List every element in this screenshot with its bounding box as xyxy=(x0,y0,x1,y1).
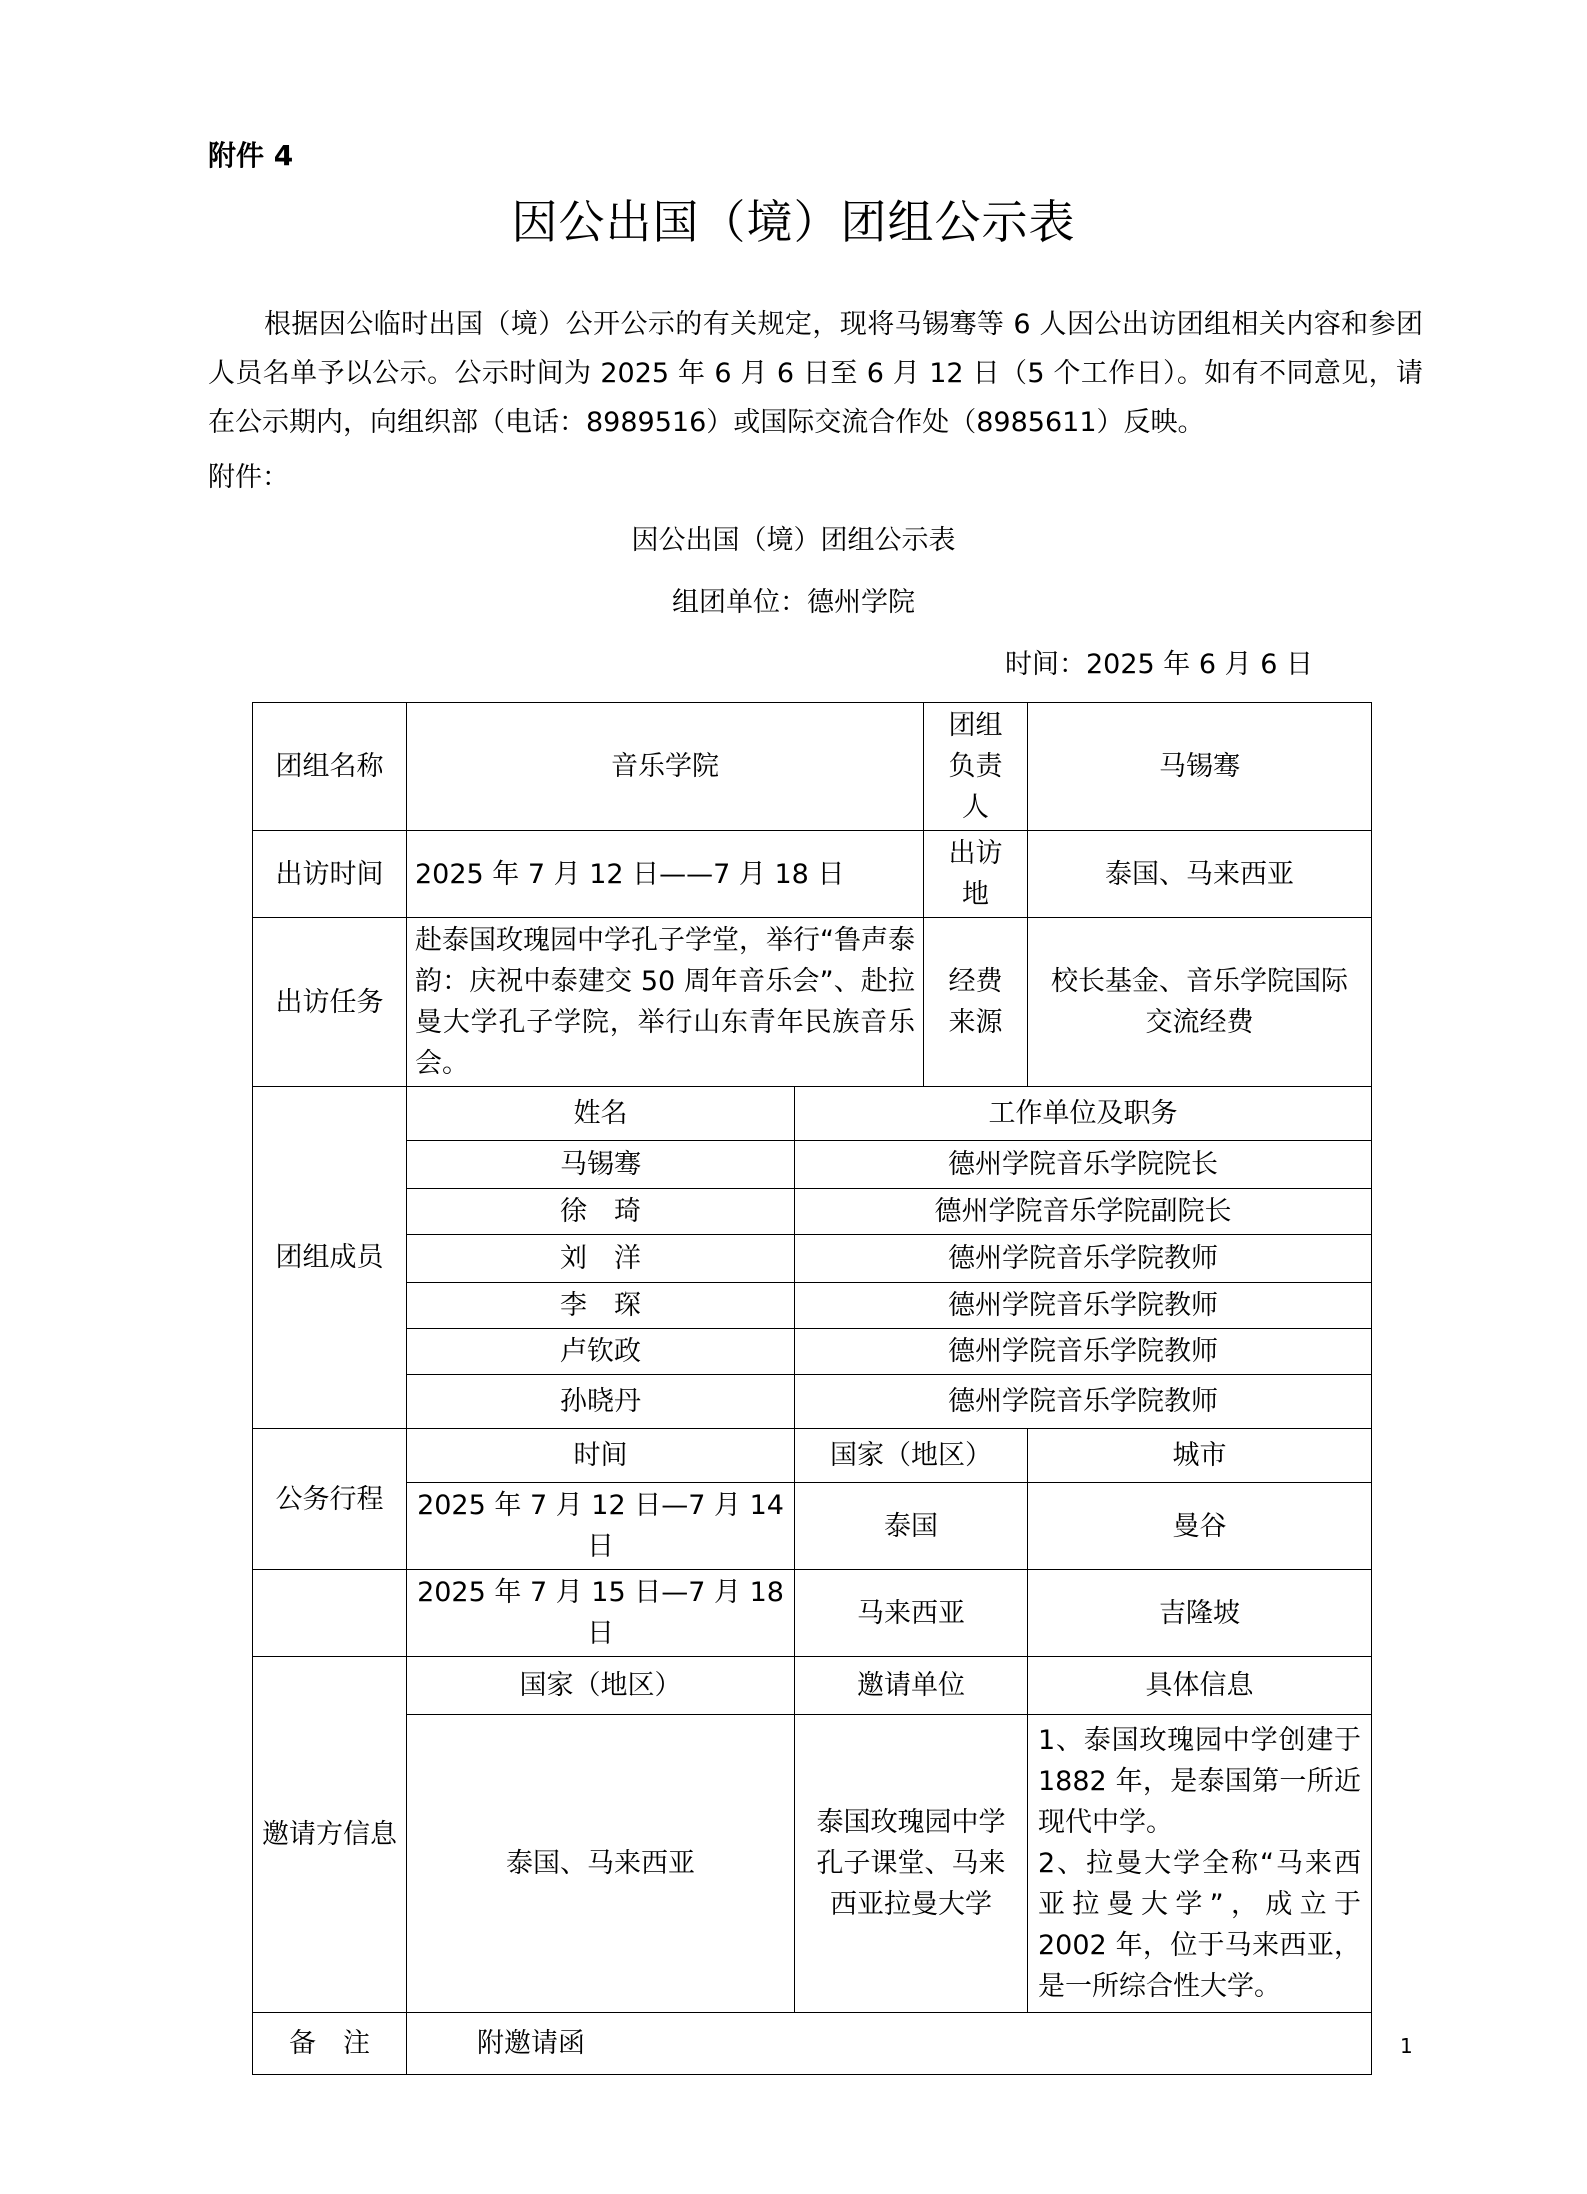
member-row xyxy=(253,1189,1372,1235)
member-name: 刘 洋 xyxy=(407,1235,795,1283)
members-header-position: 工作单位及职务 xyxy=(795,1087,1372,1141)
remark-label: 备 注 xyxy=(253,2013,407,2075)
itinerary-country: 马来西亚 xyxy=(795,1570,1028,1657)
member-name: 徐 琦 xyxy=(407,1189,795,1235)
funding-value: 校长基金、音乐学院国际交流经费 xyxy=(1028,918,1372,1087)
inviter-row xyxy=(253,1715,1372,2013)
table-sub-title: 因公出国（境）团组公示表 xyxy=(631,525,956,556)
member-row xyxy=(253,1141,1372,1189)
itinerary-header-row xyxy=(253,1429,1372,1483)
remark-value: 附邀请函 xyxy=(407,2013,1372,2075)
member-position: 德州学院音乐学院院长 xyxy=(795,1141,1372,1189)
organizing-unit: 组团单位：德州学院 xyxy=(672,587,915,618)
intro-paragraph: 根据因公临时出国（境）公开公示的有关规定，现将马锡骞等 6 人因公出访团组相关内容和参团人员名单予以公示。公示时间为 2025 年 6 月 6 日至 6 月 12 日（5 个工作日）。如有不同意见，请在公示期内，向组织部（电话：8989516）或国际交流合作处（8985611）反映。 xyxy=(208,309,1423,438)
attachment-label: 附件 4 xyxy=(208,139,294,172)
remark-row xyxy=(253,2013,1372,2075)
member-position: 德州学院音乐学院副院长 xyxy=(795,1189,1372,1235)
inviter-detail-1: 1、泰国玫瑰园中学创建于 1882 年，是泰国第一所近现代中学。 xyxy=(1038,1725,1361,1838)
member-position: 德州学院音乐学院教师 xyxy=(795,1283,1372,1329)
member-row xyxy=(253,1235,1372,1283)
members-header-row xyxy=(253,1087,1372,1141)
inviter-label: 邀请方信息 xyxy=(253,1657,407,2013)
itinerary-time: 2025 年 7 月 15 日—7 月 18 日 xyxy=(407,1570,795,1657)
inviter-detail-2: 2、拉曼大学全称“马来西亚拉曼大学”，成立于 2002 年，位于马来西亚，是一所综合性大学。 xyxy=(1038,1848,1361,2002)
attachment-line: 附件： xyxy=(208,462,289,493)
member-position: 德州学院音乐学院教师 xyxy=(795,1235,1372,1283)
destination-label: 出访地 xyxy=(924,831,1028,918)
itinerary-row xyxy=(253,1483,1372,1570)
visit-time-row xyxy=(253,831,1372,918)
itinerary-label: 公务行程 xyxy=(253,1429,407,1570)
inviter-header-country: 国家（地区） xyxy=(407,1657,795,1715)
funding-label: 经费来源 xyxy=(924,918,1028,1087)
task-value: 赴泰国玫瑰园中学孔子学堂，举行“鲁声泰韵：庆祝中泰建交 50 周年音乐会”、赴拉曼大学孔子学院，举行山东青年民族音乐会。 xyxy=(407,918,924,1087)
inviter-country: 泰国、马来西亚 xyxy=(407,1715,795,2013)
itinerary-time: 2025 年 7 月 12 日—7 月 14 日 xyxy=(407,1483,795,1570)
itinerary-city: 吉隆坡 xyxy=(1028,1570,1372,1657)
itinerary-row xyxy=(253,1570,1372,1657)
itinerary-country: 泰国 xyxy=(795,1483,1028,1570)
member-row xyxy=(253,1283,1372,1329)
member-name: 卢钦政 xyxy=(407,1329,795,1375)
notice-date: 时间：2025 年 6 月 6 日 xyxy=(1005,649,1313,680)
member-row xyxy=(253,1375,1372,1429)
itinerary-header-time: 时间 xyxy=(407,1429,795,1483)
task-label: 出访任务 xyxy=(253,918,407,1087)
members-header-name: 姓名 xyxy=(407,1087,795,1141)
inviter-header-details: 具体信息 xyxy=(1028,1657,1372,1715)
itinerary-header-country: 国家（地区） xyxy=(795,1429,1028,1483)
inviter-header-row xyxy=(253,1657,1372,1715)
member-name: 李 琛 xyxy=(407,1283,795,1329)
notice-table xyxy=(252,702,1372,2075)
member-position: 德州学院音乐学院教师 xyxy=(795,1375,1372,1429)
page-number: 1 xyxy=(1400,2034,1413,2058)
inviter-unit: 泰国玫瑰园中学孔子课堂、马来西亚拉曼大学 xyxy=(795,1715,1028,2013)
page-title: 因公出国（境）团组公示表 xyxy=(511,195,1076,249)
member-row xyxy=(253,1329,1372,1375)
leader-value: 马锡骞 xyxy=(1028,703,1372,831)
visit-time-value: 2025 年 7 月 12 日——7 月 18 日 xyxy=(407,831,924,918)
inviter-details xyxy=(1028,1715,1372,2013)
member-name: 马锡骞 xyxy=(407,1141,795,1189)
member-position: 德州学院音乐学院教师 xyxy=(795,1329,1372,1375)
inviter-header-unit: 邀请单位 xyxy=(795,1657,1028,1715)
destination-value: 泰国、马来西亚 xyxy=(1028,831,1372,918)
task-row xyxy=(253,918,1372,1087)
leader-label: 团组负责人 xyxy=(924,703,1028,831)
group-name-value: 音乐学院 xyxy=(407,703,924,831)
itinerary-city: 曼谷 xyxy=(1028,1483,1372,1570)
member-name: 孙晓丹 xyxy=(407,1375,795,1429)
group-name-row xyxy=(253,703,1372,831)
itinerary-header-city: 城市 xyxy=(1028,1429,1372,1483)
visit-time-label: 出访时间 xyxy=(253,831,407,918)
itinerary-empty-label xyxy=(253,1570,407,1657)
members-label: 团组成员 xyxy=(253,1087,407,1429)
group-name-label: 团组名称 xyxy=(253,703,407,831)
